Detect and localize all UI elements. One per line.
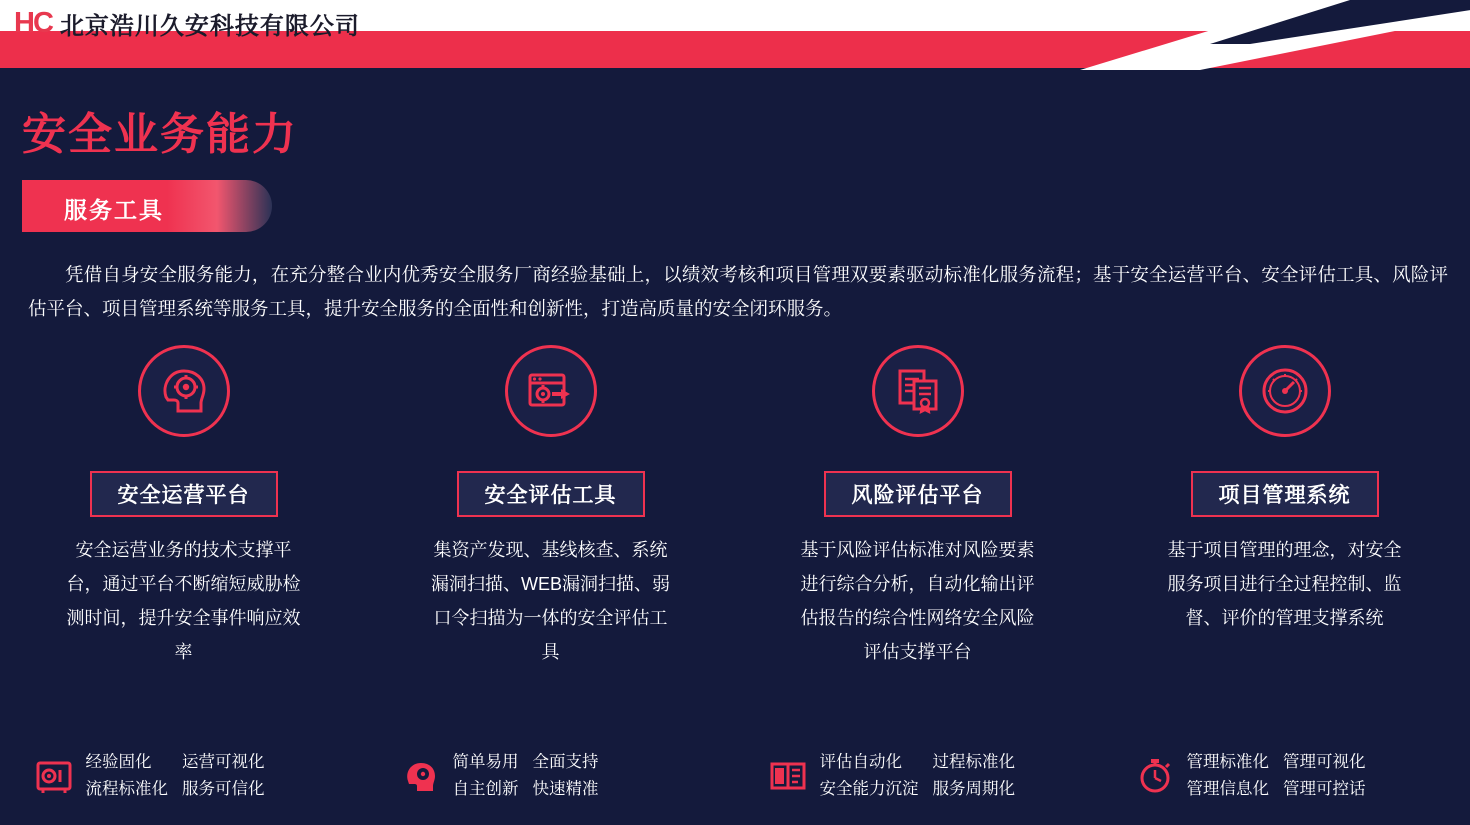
company-logo — [14, 6, 360, 41]
feature-list — [86, 750, 265, 801]
capability-description: 基于项目管理的理念，对安全服务项目进行全过程控制、监督、评价的管理支撑系统 — [1167, 540, 1402, 628]
feature-block — [768, 750, 1068, 801]
capability-column — [367, 345, 734, 815]
safe-box-icon — [34, 756, 74, 796]
page-title: 安全业务能力 — [22, 110, 298, 159]
stopwatch-icon — [1135, 756, 1175, 796]
feature-item: 评估自动化 — [819, 753, 902, 771]
capability-column — [1101, 345, 1468, 815]
feature-item: 安全能力沉淀 — [819, 780, 919, 798]
feature-list — [820, 750, 1016, 801]
capability-title: 风险评估平台 — [851, 484, 984, 507]
feature-item: 管理标准化 — [1186, 753, 1269, 771]
section-tag-label: 服务工具 — [64, 197, 164, 223]
feature-block — [401, 750, 701, 801]
capability-card — [90, 471, 278, 517]
open-book-icon — [768, 756, 808, 796]
capability-column — [0, 345, 367, 815]
capability-title: 安全评估工具 — [484, 484, 617, 507]
capability-description: 安全运营业务的技术支撑平台，通过平台不断缩短威胁检测时间，提升安全事件响应效率 — [66, 540, 301, 662]
slide-header — [0, 0, 1470, 56]
feature-item: 快速精准 — [532, 780, 599, 798]
window-gear-arrow-icon — [505, 345, 597, 437]
feature-item: 管理可视化 — [1283, 753, 1366, 771]
feature-item: 全面支持 — [532, 753, 599, 771]
capability-card — [1191, 471, 1379, 517]
feature-item: 管理可控话 — [1283, 780, 1366, 798]
feature-item: 运营可视化 — [182, 753, 265, 771]
head-gear-icon — [138, 345, 230, 437]
capability-card — [457, 471, 645, 517]
capability-columns — [0, 345, 1470, 815]
gauge-meter-icon — [1239, 345, 1331, 437]
section-tag — [22, 180, 272, 232]
feature-item: 流程标准化 — [85, 780, 168, 798]
capability-column — [734, 345, 1101, 815]
feature-item: 管理信息化 — [1186, 780, 1269, 798]
feature-list — [453, 750, 599, 801]
hc-logo-icon: HC — [14, 7, 52, 39]
intro-paragraph: 凭借自身安全服务能力，在充分整合业内优秀安全服务厂商经验基础上，以绩效考核和项目管理双要素驱动标准化服务流程；基于安全运营平台、安全评估工具、风险评估平台、项目管理系统等服务工具，提升安全服务的全面性和创新性，打造高质量的安全闭环服务。 — [28, 264, 1448, 319]
feature-list — [1187, 750, 1366, 801]
feature-block — [1135, 750, 1435, 801]
capability-description: 集资产发现、基线核查、系统漏洞扫描、WEB漏洞扫描、弱口令扫描为一体的安全评估工具 — [431, 540, 670, 662]
capability-card — [824, 471, 1012, 517]
capability-title: 安全运营平台 — [117, 484, 250, 507]
head-gear-small-icon — [401, 756, 441, 796]
feature-item: 简单易用 — [452, 753, 519, 771]
feature-item: 服务可信化 — [182, 780, 265, 798]
feature-block — [34, 750, 334, 801]
capability-description: 基于风险评估标准对风险要素进行综合分析，自动化输出评估报告的综合性网络安全风险评估支撑平台 — [800, 540, 1035, 662]
feature-item: 经验固化 — [85, 753, 152, 771]
feature-item: 自主创新 — [452, 780, 519, 798]
document-certificate-icon — [872, 345, 964, 437]
feature-item: 服务周期化 — [932, 780, 1015, 798]
company-name: 北京浩川久安科技有限公司 — [59, 13, 360, 40]
capability-title: 项目管理系统 — [1218, 484, 1351, 507]
feature-item: 过程标准化 — [932, 753, 1015, 771]
